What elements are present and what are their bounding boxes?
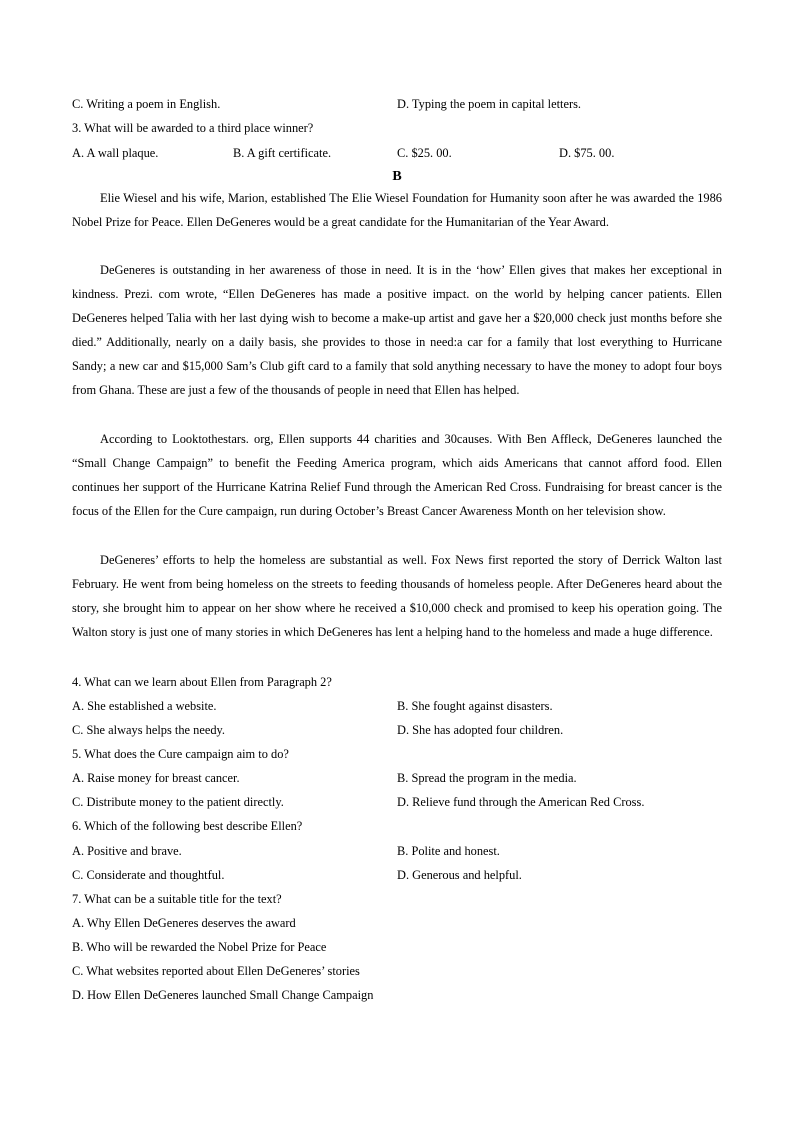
passage-paragraph-4: DeGeneres’ efforts to help the homeless are substantial as well. Fox News first reported the story of Derrick Walton last February. He went from being homeless on the streets to feeding thousands of homeless people. After DeGeneres heard about the story, she brought him to appear on her show where he received a $10,000 check and promised to keep his operation going. The Walton story is just one of many stories in which DeGeneres has lent a helping hand to the homeless and made a huge difference. [72,553,722,640]
q3-option-b: B. A gift certificate. [233,146,332,160]
q6-option-a: A. Positive and brave. [72,844,182,858]
q5-option-d: D. Relieve fund through the American Red Cross. [397,795,645,809]
q7-option-b: B. Who will be rewarded the Nobel Prize for Peace [72,940,327,954]
q2-option-d: D. Typing the poem in capital letters. [397,97,582,111]
q7-option-c: C. What websites reported about Ellen DeGeneres’ stories [72,964,360,978]
q3-option-a: A. A wall plaque. [72,146,159,160]
q6-option-b: B. Polite and honest. [397,844,500,858]
q3-option-d: D. $75. 00. [559,146,615,160]
q4-option-b: B. She fought against disasters. [397,699,553,713]
q4-option-d: D. She has adopted four children. [397,723,564,737]
passage-paragraph-1: Elie Wiesel and his wife, Marion, established The Elie Wiesel Foundation for Humanity soon after he was awarded the 1986 Nobel Prize for Peace. Ellen DeGeneres would be a great candidate for the Humanitarian of the Year Award. [72,191,722,230]
passage-paragraph-2: DeGeneres is outstanding in her awareness of those in need. It is in the ‘how’ Ellen gives that makes her exceptional in kindness. Prezi. com wrote, “Ellen DeGeneres has made a positive impact. on the world by helping cancer patients. Ellen DeGeneres helped Talia with her last dying wish to become a make-up artist and gave her a $20,000 check just months before she died.” Additionally, nearly on a daily basis, she provides to those in need:a car for a family that lost everything to Hurricane Sandy; a new car and $15,000 Sam’s Club gift card to a family that sold anything necessary to have the money to adopt four boys from Ghana. These are just a few of the thousands of people in need that Ellen has helped. [72,263,722,398]
q7-stem: 7. What can be a suitable title for the text? [72,892,282,906]
q4-option-c: C. She always helps the needy. [72,723,226,737]
q4-stem: 4. What can we learn about Ellen from Paragraph 2? [72,675,332,689]
q7-option-a: A. Why Ellen DeGeneres deserves the award [72,916,296,930]
q6-option-d: D. Generous and helpful. [397,868,522,882]
q5-option-a: A. Raise money for breast cancer. [72,771,240,785]
q5-option-c: C. Distribute money to the patient directly. [72,795,284,809]
q7-option-d: D. How Ellen DeGeneres launched Small Change Campaign [72,988,374,1002]
section-heading: B [392,169,402,184]
q3-stem: 3. What will be awarded to a third place winner? [72,121,314,135]
passage-paragraph-3: According to Looktothestars. org, Ellen supports 44 charities and 30causes. With Ben Affleck, DeGeneres launched the “Small Change Campaign” to benefit the Feeding America program, which aids Americans that cannot afford food. Ellen continues her support of the Hurricane Katrina Relief Fund through the American Red Cross. Fundraising for breast cancer is the focus of the Ellen for the Cure campaign, run during October’s Breast Cancer Awareness Month on her television show. [72,432,722,519]
q2-option-c: C. Writing a poem in English. [72,97,221,111]
q4-option-a: A. She established a website. [72,699,217,713]
q5-option-b: B. Spread the program in the media. [397,771,577,785]
q5-stem: 5. What does the Cure campaign aim to do? [72,747,289,761]
q6-option-c: C. Considerate and thoughtful. [72,868,225,882]
q3-option-c: C. $25. 00. [397,146,452,160]
q6-stem: 6. Which of the following best describe Ellen? [72,819,303,833]
